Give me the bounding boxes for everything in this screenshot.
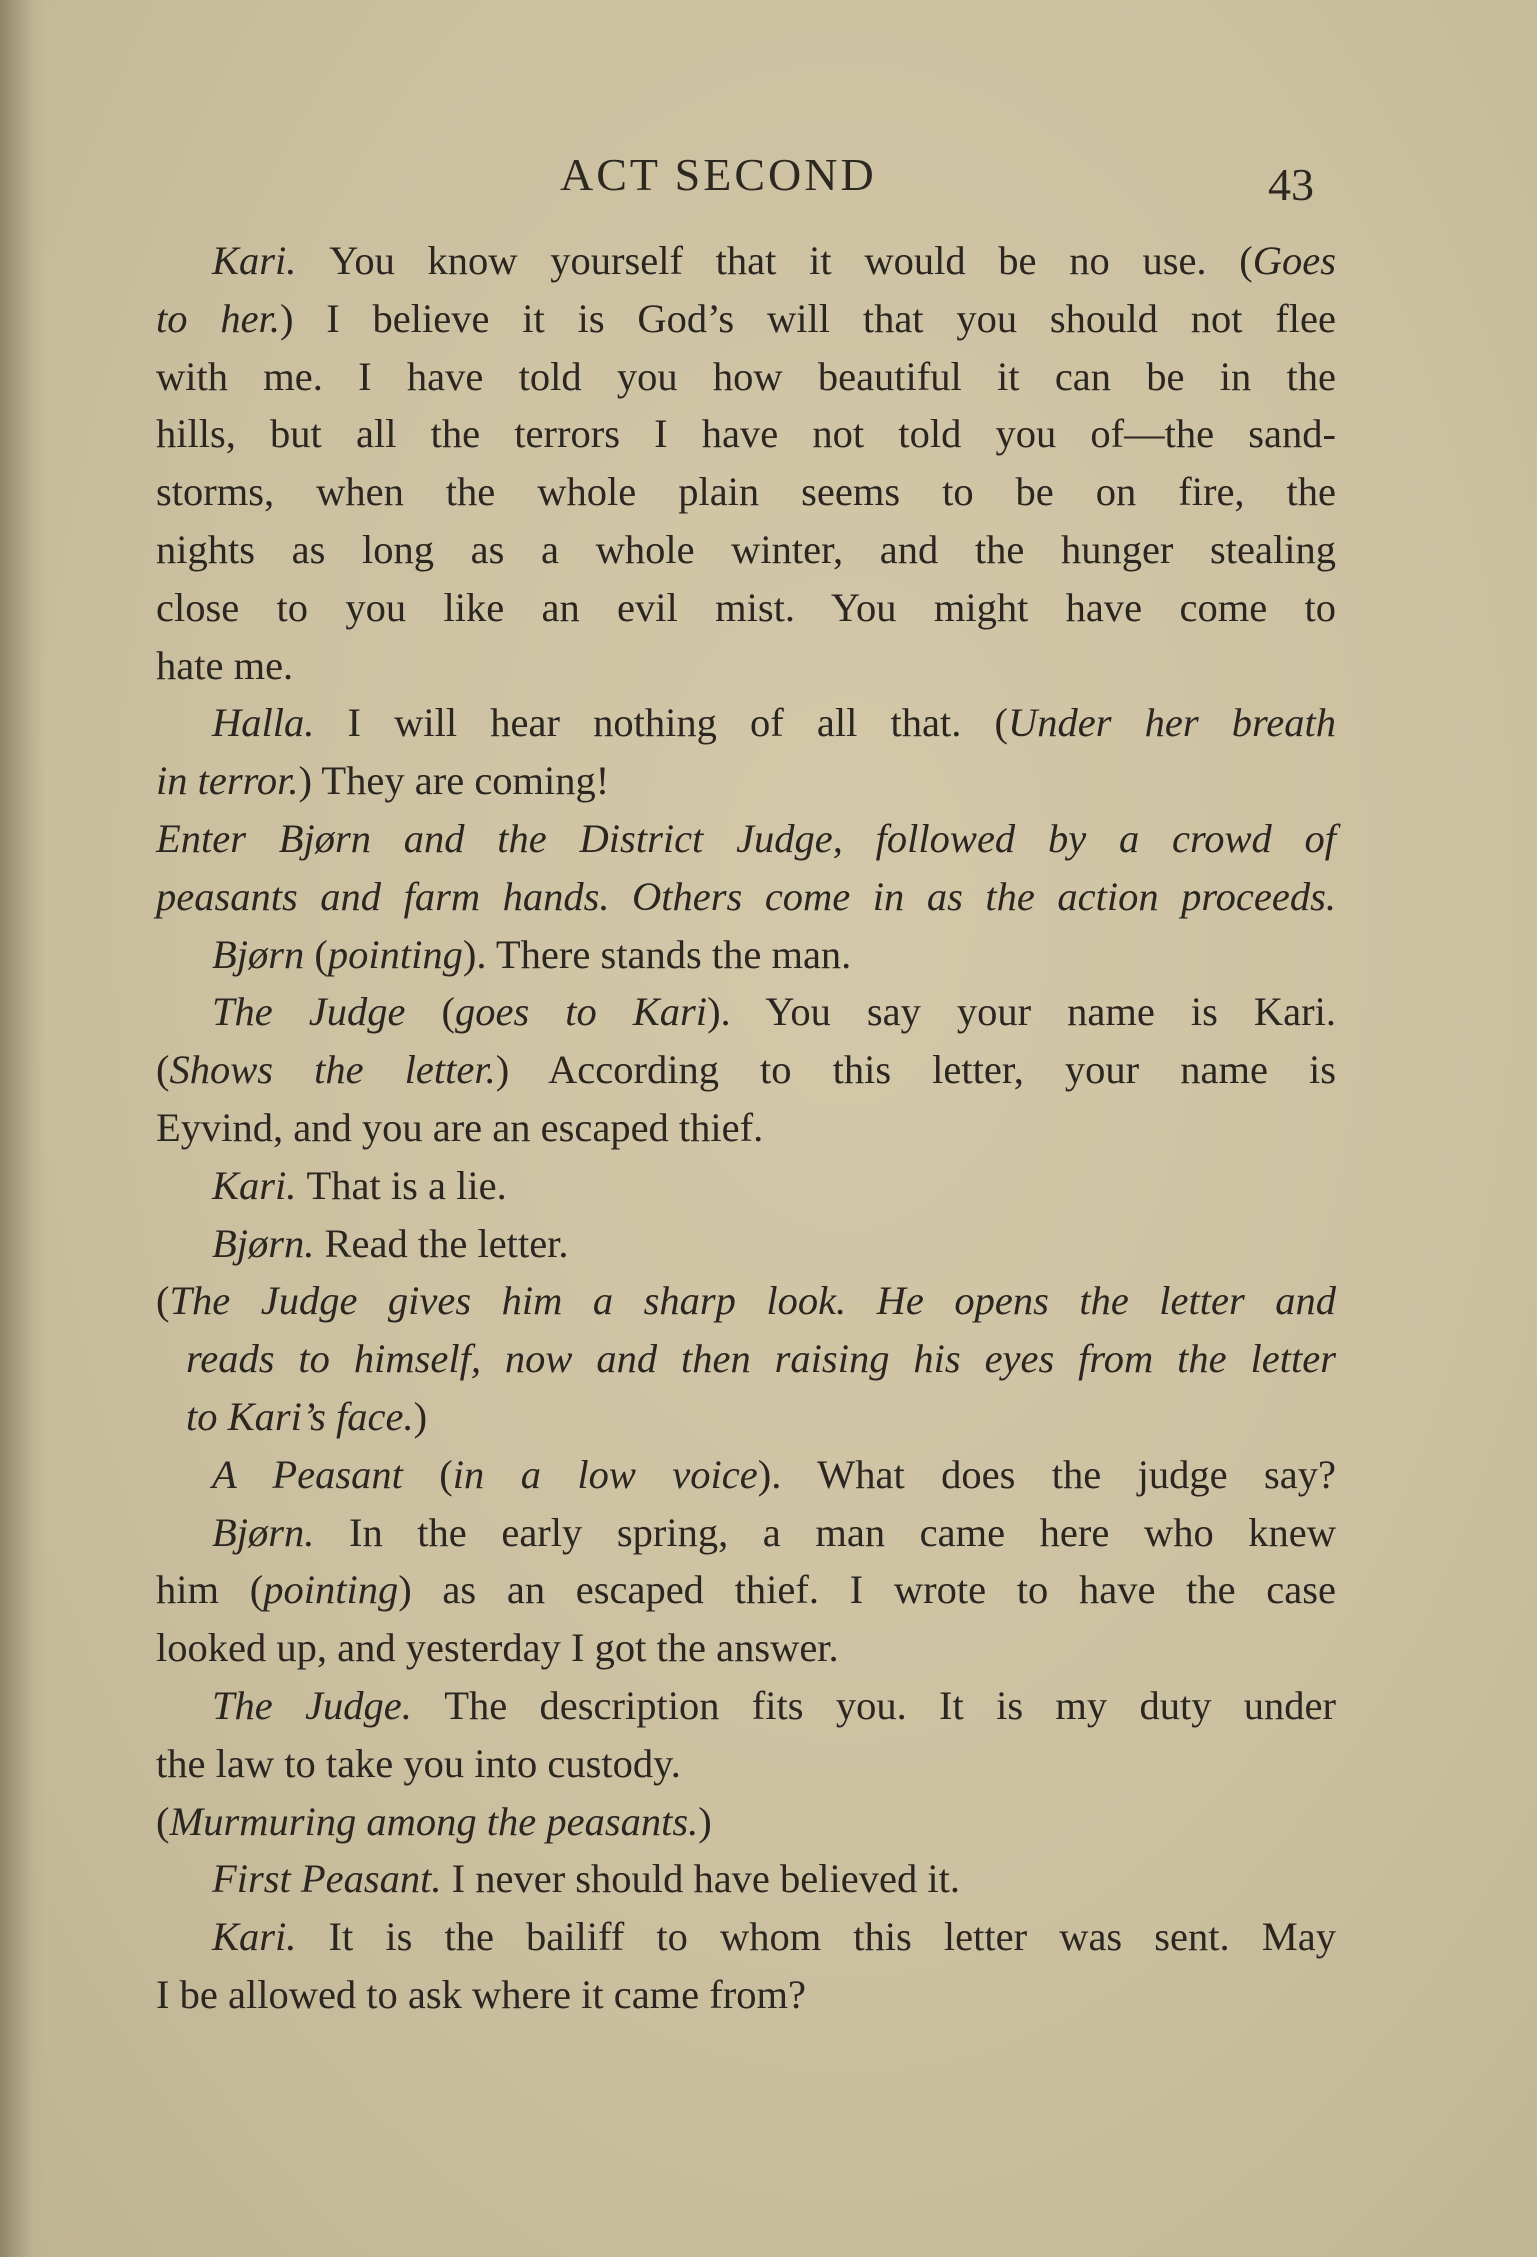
italic-text-segment: The Judge: [212, 989, 442, 1035]
text-segment: hills, but all the terrors I have not told you of—the sand-: [156, 411, 1336, 457]
italic-text-segment: Bjørn.: [212, 1220, 325, 1266]
text-segment: with me. I have told you how beautiful it can be in the: [156, 353, 1336, 399]
text-line: [156, 694, 1336, 752]
text-segment: ) According to this letter, your name is: [495, 1047, 1336, 1093]
italic-text-segment: First Peasant.: [212, 1856, 452, 1902]
text-segment: ). There stands the man.: [462, 931, 852, 977]
text-segment: him (: [156, 1567, 264, 1613]
running-head: ACT SECOND: [560, 149, 877, 200]
italic-text-segment: Bjørn.: [212, 1509, 349, 1555]
text-line: [156, 579, 1336, 637]
text-line: [156, 926, 1336, 984]
italic-text-segment: pointing: [327, 931, 463, 977]
text-line: [156, 1272, 1336, 1330]
text-segment: nights as long as a whole winter, and the hunger stealing: [156, 526, 1336, 572]
text-segment: hate me.: [156, 642, 294, 688]
text-segment: It is the bailiff to whom this letter was sent. May: [328, 1914, 1336, 1960]
italic-text-segment: to Kari’s face.: [186, 1393, 414, 1439]
text-segment: In the early spring, a man came here who knew: [348, 1509, 1336, 1555]
text-line: [156, 1099, 1336, 1157]
text-segment: (: [441, 989, 455, 1035]
text-line: [156, 290, 1336, 348]
text-segment: The description fits you. It is my duty under: [444, 1682, 1336, 1728]
text-line: [156, 1157, 1336, 1215]
italic-text-segment: pointing: [263, 1567, 399, 1613]
text-line: [156, 463, 1336, 521]
text-segment: ): [698, 1798, 712, 1844]
italic-text-segment: The Judge.: [212, 1682, 445, 1728]
italic-text-segment: A Peasant: [212, 1451, 440, 1497]
italic-text-segment: Halla.: [212, 700, 348, 746]
text-line: [156, 983, 1336, 1041]
italic-text-segment: Under her breath: [1008, 700, 1336, 746]
italic-text-segment: to her.: [156, 295, 280, 341]
text-line: [156, 1041, 1336, 1099]
text-line: [156, 348, 1336, 406]
text-line: [156, 752, 1336, 810]
text-segment: I never should have believed it.: [451, 1856, 960, 1902]
text-segment: Read the letter.: [324, 1220, 569, 1266]
page-gutter: [0, 0, 46, 2257]
italic-text-segment: in a low voice: [452, 1451, 758, 1497]
text-segment: looked up, and yesterday I got the answer.: [156, 1625, 839, 1671]
italic-text-segment: Murmuring among the peasants.: [169, 1798, 699, 1844]
text-segment: That is a lie.: [306, 1162, 507, 1208]
italic-text-segment: The Judge gives him a sharp look. He opens the letter and: [169, 1278, 1336, 1324]
text-line: [156, 1850, 1336, 1908]
text-segment: (: [156, 1278, 170, 1324]
text-line: [156, 232, 1336, 290]
text-line: [156, 1793, 1336, 1851]
page-header: [0, 148, 1537, 208]
text-line: [156, 1966, 1336, 2024]
text-segment: ) They are coming!: [298, 758, 610, 804]
italic-text-segment: in terror.: [156, 758, 299, 804]
text-line: [156, 1677, 1336, 1735]
text-line: [156, 1504, 1336, 1562]
text-segment: Eyvind, and you are an escaped thief.: [156, 1104, 764, 1150]
text-line: [156, 1330, 1336, 1388]
text-segment: I will hear nothing of all that. (: [347, 700, 1008, 746]
text-segment: ) I believe it is God’s will that you should not flee: [279, 295, 1336, 341]
text-segment: (: [156, 1798, 170, 1844]
italic-text-segment: reads to himself, now and then raising his eyes from the letter: [186, 1336, 1336, 1382]
text-line: [156, 1561, 1336, 1619]
italic-text-segment: goes to Kari: [455, 989, 708, 1035]
text-line: [156, 1619, 1336, 1677]
text-segment: You know yourself that it would be no use. (: [329, 238, 1253, 283]
text-segment: ). You say your name is Kari.: [707, 989, 1337, 1035]
text-line: [156, 868, 1336, 926]
text-segment: (: [156, 1047, 170, 1093]
text-segment: ) as an escaped thief. I wrote to have the case: [398, 1567, 1336, 1613]
italic-text-segment: peasants and farm hands. Others come in as the action proceeds.: [156, 873, 1336, 919]
text-line: [156, 1388, 1336, 1446]
page-body-text: [156, 232, 1336, 2024]
italic-text-segment: Bjørn: [212, 931, 315, 977]
text-segment: I be allowed to ask where it came from?: [156, 1971, 806, 2017]
page-number: 43: [1268, 159, 1314, 210]
text-segment: ). What does the judge say?: [757, 1451, 1336, 1497]
text-segment: storms, when the whole plain seems to be on fire, the: [156, 469, 1336, 515]
text-segment: close to you like an evil mist. You might have come to: [156, 584, 1336, 630]
text-line: [156, 810, 1336, 868]
italic-text-segment: Goes: [1252, 238, 1337, 283]
text-segment: the law to take you into custody.: [156, 1740, 681, 1786]
text-segment: ): [413, 1393, 428, 1439]
text-segment: (: [314, 931, 328, 977]
text-line: [156, 1446, 1336, 1504]
text-line: [156, 1215, 1336, 1273]
text-segment: (: [439, 1451, 453, 1497]
italic-text-segment: Kari.: [212, 1162, 307, 1208]
text-line: [156, 637, 1336, 695]
text-line: [156, 521, 1336, 579]
text-line: [156, 1908, 1336, 1966]
text-line: [156, 405, 1336, 463]
text-line: [156, 1735, 1336, 1793]
italic-text-segment: Kari.: [212, 238, 330, 283]
italic-text-segment: Shows the letter.: [169, 1047, 496, 1093]
italic-text-segment: Enter Bjørn and the District Judge, followed by a crowd of: [156, 815, 1336, 861]
italic-text-segment: Kari.: [212, 1914, 329, 1960]
